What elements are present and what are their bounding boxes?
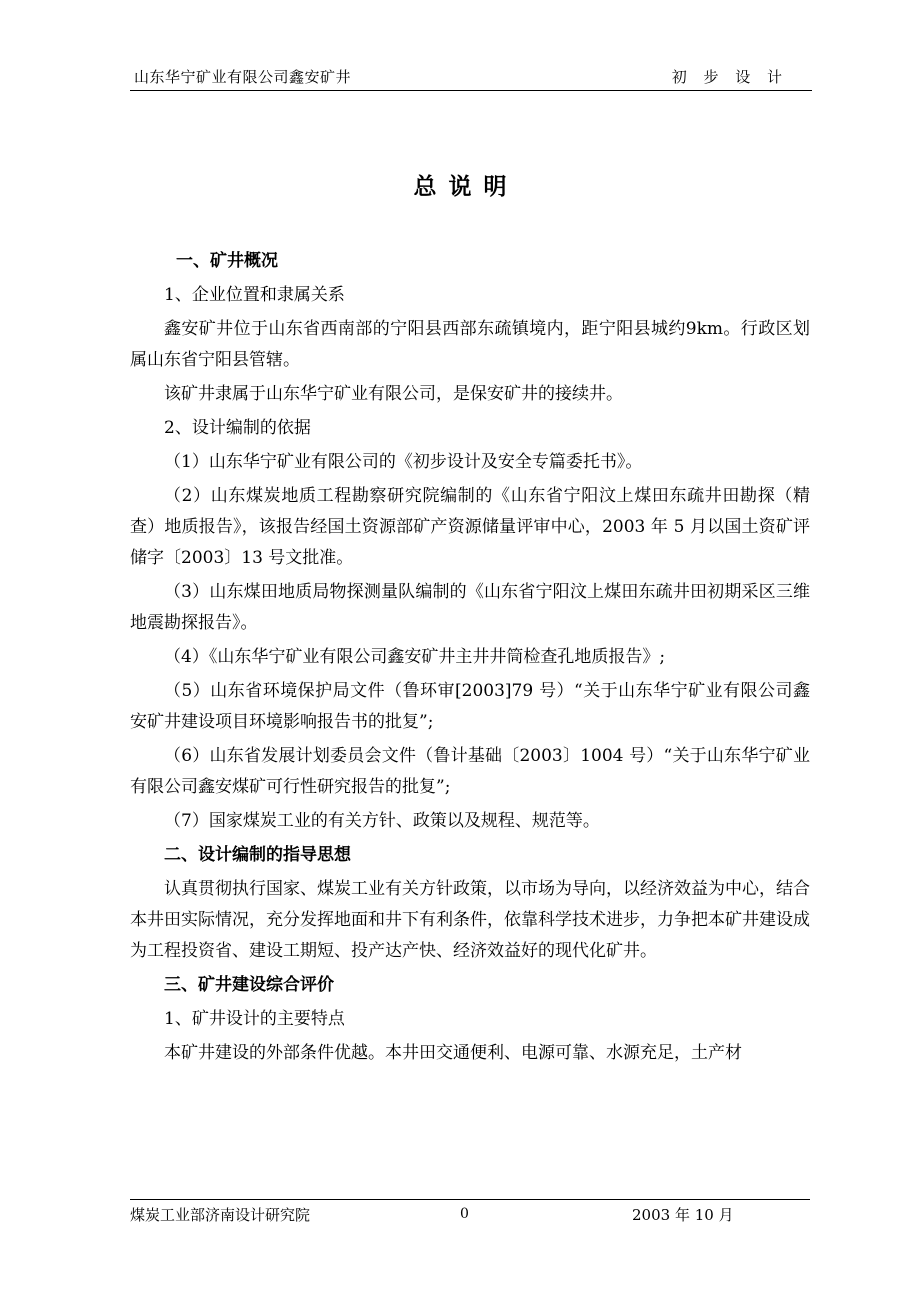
footer-date: 2003 年 10 月 bbox=[632, 1206, 734, 1224]
section-heading: 三、矿井建设综合评价 bbox=[164, 975, 334, 995]
document-title: 总说明 bbox=[413, 173, 519, 200]
paragraph: 1、矿井设计的主要特点 bbox=[164, 1009, 345, 1029]
paragraph: 本矿井建设的外部条件优越。本井田交通便利、电源可靠、水源充足，土产材 bbox=[164, 1043, 742, 1063]
header-doc-type: 初 步 设 计 bbox=[671, 68, 788, 86]
page-footer bbox=[130, 1199, 810, 1230]
paragraph: 该矿井隶属于山东华宁矿业有限公司，是保安矿井的接续井。 bbox=[164, 384, 623, 404]
paragraph: （2）山东煤炭地质工程勘察研究院编制的《山东省宁阳汶上煤田东疏井田勘探（精查）地质报告》，该报告经国土资源部矿产资源储量评审中心，2003 年 5 月以国土资矿评储字〔2003〕13 号文批准。 bbox=[130, 486, 810, 568]
paragraph: （1）山东华宁矿业有限公司的《初步设计及安全专篇委托书》。 bbox=[164, 452, 643, 472]
page-number: 0 bbox=[460, 1206, 469, 1222]
paragraph: （3）山东煤田地质局物探测量队编制的《山东省宁阳汶上煤田东疏井田初期采区三维地震勘探报告》。 bbox=[130, 582, 810, 633]
paragraph: 1、企业位置和隶属关系 bbox=[164, 285, 345, 305]
paragraph: 认真贯彻执行国家、煤炭工业有关方针政策，以市场为导向，以经济效益为中心，结合本井田实际情况，充分发挥地面和井下有利条件，依靠科学技术进步，力争把本矿井建设成为工程投资省、建设工期短、投产达产快、经济效益好的现代化矿井。 bbox=[130, 879, 810, 961]
page-header bbox=[130, 62, 812, 91]
footer-institute: 煤炭工业部济南设计研究院 bbox=[130, 1206, 311, 1224]
paragraph: （6）山东省发展计划委员会文件（鲁计基础〔2003〕1004 号）“关于山东华宁矿业有限公司鑫安煤矿可行性研究报告的批复”; bbox=[130, 746, 810, 797]
paragraph: （4）《山东华宁矿业有限公司鑫安矿井主井井筒检查孔地质报告》; bbox=[164, 647, 666, 667]
section-heading: 二、设计编制的指导思想 bbox=[164, 845, 351, 865]
section-heading: 一、矿井概况 bbox=[176, 251, 278, 271]
document-body bbox=[130, 246, 810, 1072]
paragraph: 鑫安矿井位于山东省西南部的宁阳县西部东疏镇境内，距宁阳县城约9km。行政区划属山东省宁阳县管辖。 bbox=[130, 319, 810, 370]
paragraph: 2、设计编制的依据 bbox=[164, 418, 311, 438]
header-company: 山东华宁矿业有限公司鑫安矿井 bbox=[134, 68, 352, 86]
paragraph: （5）山东省环境保护局文件（鲁环审[2003]79 号）“关于山东华宁矿业有限公司鑫安矿井建设项目环境影响报告书的批复”; bbox=[130, 681, 810, 732]
paragraph: （7）国家煤炭工业的有关方针、政策以及规程、规范等。 bbox=[164, 811, 600, 831]
